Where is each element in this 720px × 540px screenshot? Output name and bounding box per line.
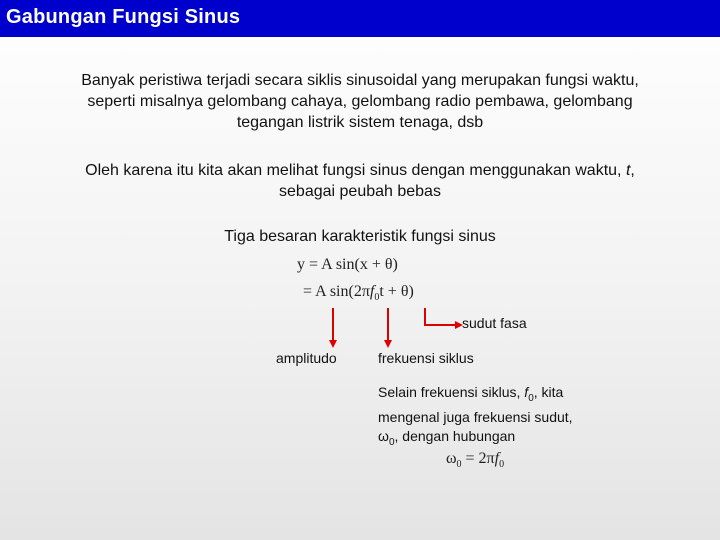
note-subscript-1: 0 bbox=[528, 392, 534, 404]
angular-frequency-note bbox=[378, 383, 638, 452]
eq2-end: t + θ) bbox=[379, 283, 414, 300]
note-line-3 bbox=[378, 427, 638, 452]
p2-text-end: , sebagai peubah bebas bbox=[279, 162, 635, 200]
time-variable: t bbox=[625, 162, 631, 179]
note-subscript-3: 0 bbox=[388, 436, 395, 448]
note-line-1 bbox=[378, 383, 638, 408]
frequency-label: frekuensi siklus bbox=[378, 350, 474, 366]
eq2-frequency-symbol: f bbox=[369, 283, 375, 300]
note-line-1-end: , kita bbox=[533, 384, 564, 400]
note-line-3-end: , dengan hubungan bbox=[394, 427, 516, 444]
eq3-frequency-symbol: f bbox=[494, 450, 500, 467]
note-line-2: mengenal juga frekuensi sudut, bbox=[378, 409, 573, 426]
phase-arrow bbox=[425, 308, 459, 325]
angular-frequency-equation bbox=[446, 450, 504, 470]
characteristics-heading: Tiga besaran karakteristik fungsi sinus bbox=[224, 228, 496, 245]
eq3-subscript-1: 0 bbox=[456, 459, 462, 471]
note-frequency-symbol: f bbox=[524, 384, 529, 400]
eq3-subscript-2: 0 bbox=[499, 459, 505, 471]
sine-equation-general: y = A sin(x + θ) bbox=[297, 256, 398, 273]
eq3-omega: ω bbox=[446, 450, 457, 467]
slide-title: Gabungan Fungsi Sinus bbox=[6, 6, 241, 28]
note-omega-symbol: ω bbox=[378, 427, 389, 444]
p2-text-start: Oleh karena itu kita akan melihat fungsi sinus dengan menggunakan waktu, bbox=[85, 162, 626, 179]
intro-paragraph: Banyak peristiwa terjadi secara siklis sinusoidal yang merupakan fungsi waktu, seperti misalnya gelombang cahaya, gelombang radio pembawa, gelombang tegangan listrik sistem tenaga, dsb bbox=[81, 72, 639, 131]
amplitude-label: amplitudo bbox=[276, 350, 337, 366]
note-line-1-start: Selain frekuensi siklus, bbox=[378, 384, 525, 400]
eq3-middle: = 2π bbox=[461, 450, 495, 467]
phase-label: sudut fasa bbox=[462, 315, 527, 331]
eq2-subscript: 0 bbox=[374, 292, 380, 304]
eq2-start: = A sin(2π bbox=[303, 283, 370, 300]
